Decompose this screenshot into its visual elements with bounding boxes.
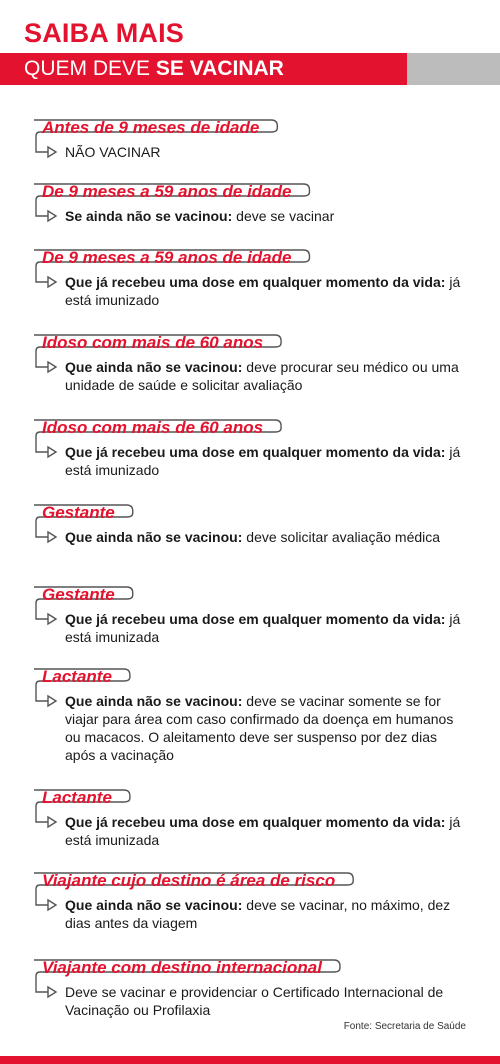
entry-text: já está imunizado [65,444,461,478]
bottom-bar [0,1056,500,1064]
entry-text: deve se vacinar somente se for viajar para área com caso confirmado da doença em humanos ou macacos. O aleitamento deve ser suspenso por dez dias após a vacinação [65,693,454,763]
entry-body [65,207,465,225]
section-banner [0,53,500,85]
entry-text: deve se vacinar [232,208,335,224]
entry-heading: Viajante com destino internacional [42,958,322,977]
entry-body [65,610,465,646]
entry-lead: Que ainda não se vacinou: [65,897,243,913]
entry-heading: Gestante [42,503,115,522]
entry-lead: Que ainda não se vacinou: [65,693,243,709]
entry-body [65,896,465,932]
entry-heading: De 9 meses a 59 anos de idade [42,248,292,267]
source-note: Fonte: Secretaria de Saúde [343,1021,466,1032]
page-title: SAIBA MAIS [24,18,185,48]
banner-label [0,53,407,85]
entry-body [65,983,465,1019]
entry-lead: Que ainda não se vacinou: [65,359,243,375]
entry-text: deve se vacinar, no máximo, dez dias antes da viagem [65,897,451,931]
entry-heading: Antes de 9 meses de idade [42,118,260,137]
banner-grey-block [407,53,500,85]
entry-body [65,143,465,161]
entry-heading: Lactante [42,788,112,807]
entry-body [65,358,465,394]
entry-body [65,273,465,309]
entry-text: já está imunizado [65,274,461,308]
entry-text: Deve se vacinar e providenciar o Certificado Internacional de Vacinação ou Profilaxia [65,984,444,1018]
entry-lead: Que já recebeu uma dose em qualquer momento da vida: [65,611,446,627]
entry-heading: De 9 meses a 59 anos de idade [42,182,292,201]
entry-heading: Viajante cujo destino é área de risco [42,871,336,890]
banner-bold-text: SE VACINAR [155,57,284,80]
entry-text: já está imunizada [65,814,461,848]
entry-heading: Gestante [42,585,115,604]
entry-text: NÃO VACINAR [65,144,161,160]
entry-body [65,528,465,546]
entry-lead: Que já recebeu uma dose em qualquer momento da vida: [65,814,446,830]
entry-lead: Que ainda não se vacinou: [65,529,243,545]
entry-lead: Que já recebeu uma dose em qualquer momento da vida: [65,444,446,460]
entry-body [65,692,465,764]
entry-body [65,443,465,479]
entry-lead: Se ainda não se vacinou: [65,208,233,224]
entry-text: deve procurar seu médico ou uma unidade de saúde e solicitar avaliação [65,359,459,393]
entry-heading: Idoso com mais de 60 anos [42,418,264,437]
entry-body [65,813,465,849]
entry-text: deve solicitar avaliação médica [242,529,441,545]
banner-normal-text: QUEM DEVE [24,57,156,80]
entry-lead: Que já recebeu uma dose em qualquer momento da vida: [65,274,446,290]
entry-heading: Lactante [42,667,112,686]
entry-text: já está imunizada [65,611,461,645]
entry-heading: Idoso com mais de 60 anos [42,333,264,352]
